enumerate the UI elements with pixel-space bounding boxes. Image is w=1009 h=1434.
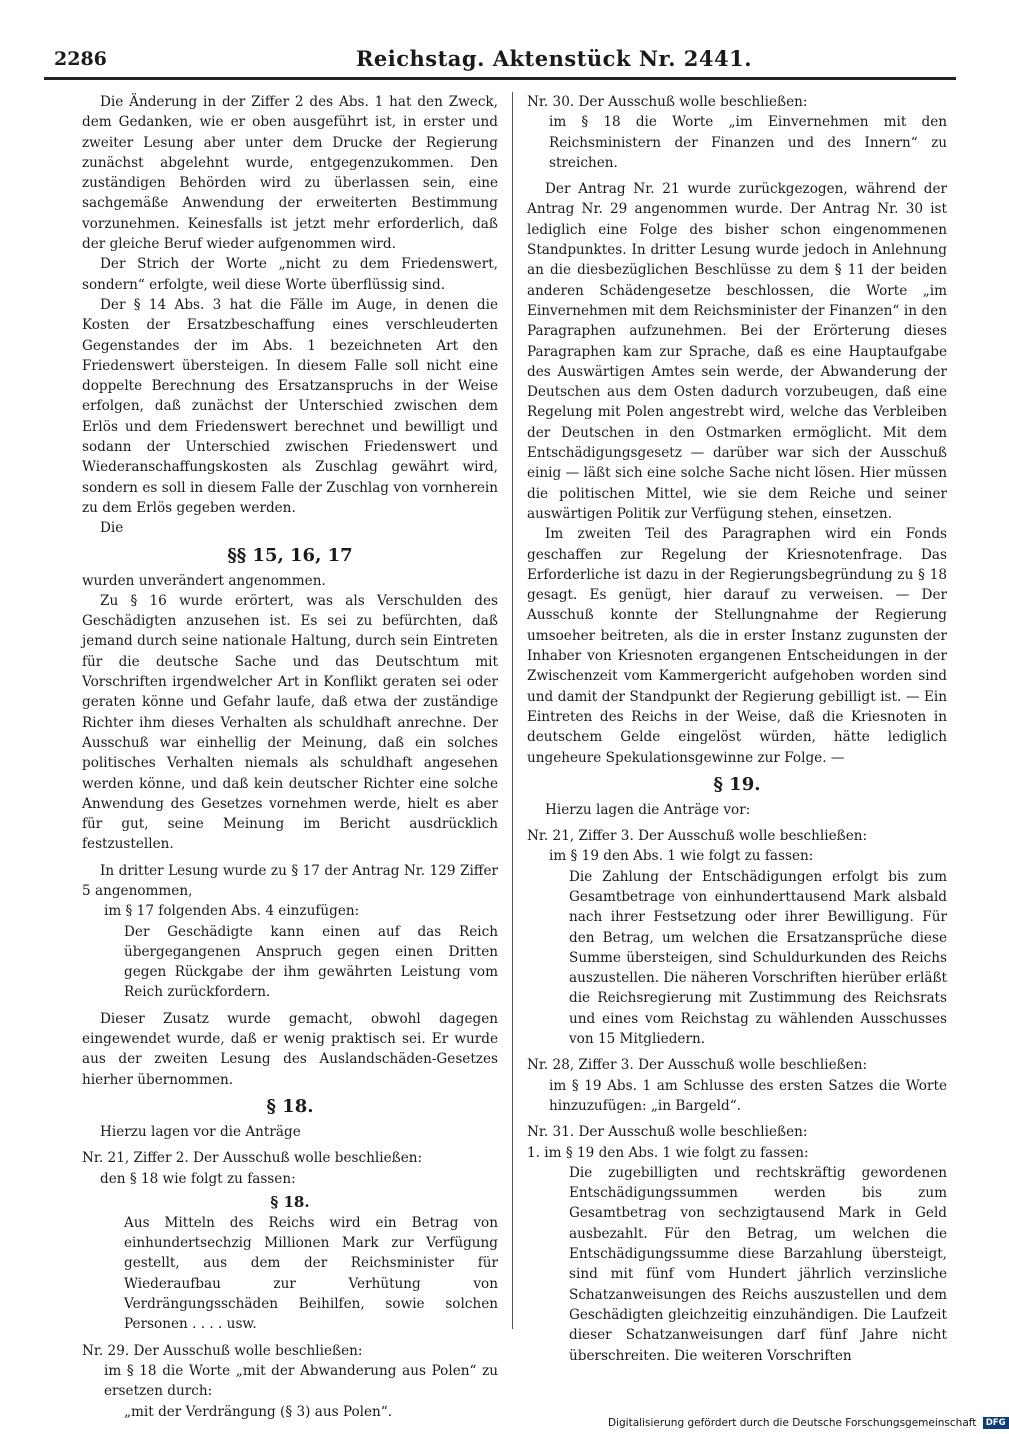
footer-text: Digitalisierung gefördert durch die Deutsche Forschungsgemeinschaft (608, 1417, 977, 1429)
paragraph: im § 19 Abs. 1 am Schlusse des ersten Satzes die Worte hinzuzufügen: „in Bargeld“. (549, 1077, 947, 1114)
quoted-provision: Die zugebilligten und rechtskräftig gewordenen Entschädigungssummen werden bis zum Gesamtbetrag von sechzigtausend Mark in Geld ausbezahlt. Für den Betrag, um welchen die Entschädigungssumme diese Barzahlung übersteigt, sind mit fünf vom Hundert jährlich verzinsliche Schatzanweisungen des Reichs auszustellen und dem Geschädigten gleichzeitig einzuhändigen. Die Laufzeit dieser Schatzanweisungen darf fünf Jahre nicht überschreiten. Die weiteren Vorschriften (569, 1164, 947, 1364)
section-heading-18: § 18. (266, 1095, 314, 1117)
quoted-provision: Der Geschädigte kann einen auf das Reich übergegangenen Anspruch gegen einen Dritten gegen Rückgabe der ihm gewährten Leistung vom Reich zurückfordern. (124, 923, 498, 1001)
paragraph: wurden unverändert angenommen. (82, 572, 326, 589)
section-heading-15-16-17: §§ 15, 16, 17 (227, 544, 353, 566)
paragraph: Die Änderung in der Ziffer 2 des Abs. 1 hat den Zweck, dem Gedanken, wie er oben ausgeführt ist, in erster und zweiter Lesung aber unter dem Drucke der Regierung zunächst abgelehnt wurde, entgegenzukommen. Den zuständigen Behörden wird zu überlassen sein, eine sachgemäße Anwendung der erweiterten Bestimmung vorzunehmen. Keinesfalls ist jetzt mehr erforderlich, daß der gleiche Beruf wieder aufgenommen wird. (82, 94, 498, 253)
section-heading-18-quoted: § 18. (270, 1192, 310, 1211)
header-rule (44, 77, 956, 80)
paragraph: den § 18 wie folgt zu fassen: (100, 1170, 296, 1187)
paragraph: Der Strich der Worte „nicht zu dem Friedenswert, sondern“ erfolgte, weil diese Worte überflüssig sind. (82, 256, 498, 293)
paragraph: In dritter Lesung wurde zu § 17 der Antrag Nr. 129 Ziffer 5 angenommen, (82, 862, 498, 899)
motion-heading: Nr. 21, Ziffer 2. Der Ausschuß wolle beschließen: (82, 1150, 423, 1167)
motion-heading: Nr. 30. Der Ausschuß wolle beschließen: (527, 94, 808, 110)
paragraph: Die (100, 520, 124, 537)
page-number: 2286 (54, 48, 107, 70)
paragraph: Hierzu lagen die Anträge vor: (545, 801, 751, 818)
motion-heading: Nr. 21, Ziffer 3. Der Ausschuß wolle beschließen: (527, 828, 868, 845)
dfg-logo: DFG (983, 1417, 1009, 1429)
paragraph: Dieser Zusatz wurde gemacht, obwohl dagegen eingewendet wurde, daß er wenig praktisch sei. Er wurde aus der zweiten Lesung des Auslandschäden-Gesetzes hierher übernommen. (82, 1010, 498, 1088)
paragraph: Der Antrag Nr. 21 wurde zurückgezogen, während der Antrag Nr. 29 angenommen wurde. Der Antrag Nr. 30 ist lediglich eine Folge des bisher schon eingenommenen Standpunktes. In dritter Lesung wurde jedoch in Anlehnung an die diesbezüglichen Beschlüsse zu dem § 11 der beiden anderen Schädengesetze beschlossen, die Worte „im Einvernehmen mit dem Reichsminister der Finanzen“ in den Paragraphen aufzunehmen. Bei der Erörterung dieses Paragraphen kam zur Sprache, daß es eine Hauptaufgabe des Auswärtigen Amtes sein werde, der Abwanderung der Deutschen aus dem Osten dadurch vorzubeugen, daß eine Regelung mit Polen angestrebt wird, welche das Verbleiben der Deutschen in den Ostmarken ermöglicht. Mit dem Entschädigungsgesetz — darüber war sich der Ausschuß einig — läßt sich eine solche Sache nicht lösen. Hier müssen die politischen Mittel, wie sie dem Reiche und seiner auswärtigen Politik zur Verfügung stehen, einsetzen. (527, 181, 947, 522)
page-header (44, 44, 956, 80)
quoted-provision: Aus Mitteln des Reichs wird ein Betrag von einhundertsechzig Millionen Mark zur Verfügung gestellt, aus dem der Reichsminister für Wiederaufbau zur Verhütung von Verdrängungsschäden Beihilfen, sowie solchen Personen . . . . usw. (124, 1214, 498, 1333)
paragraph: im § 17 folgenden Abs. 4 einzufügen: (104, 903, 360, 920)
paragraph: 1. im § 19 den Abs. 1 wie folgt zu fassen: (527, 1144, 809, 1161)
paragraph: im § 19 den Abs. 1 wie folgt zu fassen: (549, 848, 814, 865)
motion-heading: Nr. 29. Der Ausschuß wolle beschließen: (82, 1342, 363, 1359)
section-heading-19: § 19. (713, 773, 761, 795)
right-column (527, 92, 947, 1366)
paragraph: im § 18 die Worte „im Einvernehmen mit den Reichsministern der Finanzen und des Innern“ zu streichen. (549, 114, 947, 171)
paragraph: Im zweiten Teil des Paragraphen wird ein Fonds geschaffen zur Regelung der Kriesnotenfrage. Das Erforderliche ist dazu in der Regierungsbegründung zu § 18 gesagt. Es genügt, hier darauf zu verweisen. — Der Ausschuß konnte der Stellungnahme der Regierung umsoeher beitreten, als die in erster Instanz zugunsten der Inhaber von Kriesnoten ergangenen Entscheidungen in der Zwischenzeit vom Kammergericht aufgehoben worden sind und damit der Standpunkt der Regierung gebilligt ist. — Ein Eintreten des Reichs in der Weise, daß die Kriesnoten in deutschem Gelde eingelöst würden, hätte lediglich ungeheure Spekulationsgewinne zur Folge. — (527, 526, 947, 766)
motion-heading: Nr. 31. Der Ausschuß wolle beschließen: (527, 1124, 808, 1141)
paragraph: Hierzu lagen vor die Anträge (100, 1123, 301, 1140)
paragraph: im § 18 die Worte „mit der Abwanderung aus Polen“ zu ersetzen durch: (104, 1362, 498, 1400)
digitization-footer (608, 1417, 1009, 1429)
left-column (82, 92, 498, 1422)
motion-heading: Nr. 28, Ziffer 3. Der Ausschuß wolle beschließen: (527, 1057, 868, 1074)
paragraph: Zu § 16 wurde erörtert, was als Verschulden des Geschädigten anzusehen ist. Es sei zu befürchten, daß jemand durch seine nationale Haltung, durch sein Eintreten für die deutsche Sache und das Deutschtum mit Vorschriften irgendwelcher Art in Konflikt geraten sei oder geraten könne und Gefahr laufe, daß etwa der zuständige Richter ihm dieses Verhalten als schuldhaft anrechne. Der Ausschuß war einhellig der Meinung, daß ein solches politisches Verhalten niemals als schuldhaft angesehen werden könne, und daß kein deutscher Richter eine solche Anwendung des Gesetzes vornehmen werde, hielt es aber für gut, seine Meinung im Bericht ausdrücklich festzustellen. (82, 592, 498, 853)
paragraph: Der § 14 Abs. 3 hat die Fälle im Auge, in denen die Kosten der Ersatzbeschaffung eines verschleuderten Gegenstandes der im Abs. 1 bezeichneten Art den Friedenswert übersteigen. In diesem Falle soll nicht eine doppelte Berechnung des Ersatzanspruchs in der Weise erfolgen, daß zunächst der Unterschied zwischen dem Erlös und dem Friedenswert berechnet und bewilligt und sodann der Unterschied zwischen Friedenswert und Wiederanschaffungskosten als Zuschlag gewährt wird, sondern es soll in diesem Falle der Zuschlag von vornherein zu dem Erlös gegeben werden. (82, 296, 498, 516)
column-divider (512, 92, 513, 1329)
quoted-provision: Die Zahlung der Entschädigungen erfolgt bis zum Gesamtbetrage von einhunderttausend Mark alsbald nach ihrer Festsetzung oder ihrer Bewilligung. Für den Betrag, um welchen die Ersatzansprüche diese Summe übersteigen, sind Schuldurkunden des Reichs auszustellen. Die näheren Vorschriften hierüber erläßt die Reichsregierung mit Zustimmung des Reichsrats und eines vom Reichstag zu wählenden Ausschusses von 15 Mitgliedern. (569, 868, 947, 1048)
quoted-provision: „mit der Verdrängung (§ 3) aus Polen“. (124, 1403, 393, 1420)
running-title: Reichstag. Aktenstück Nr. 2441. (355, 46, 753, 71)
